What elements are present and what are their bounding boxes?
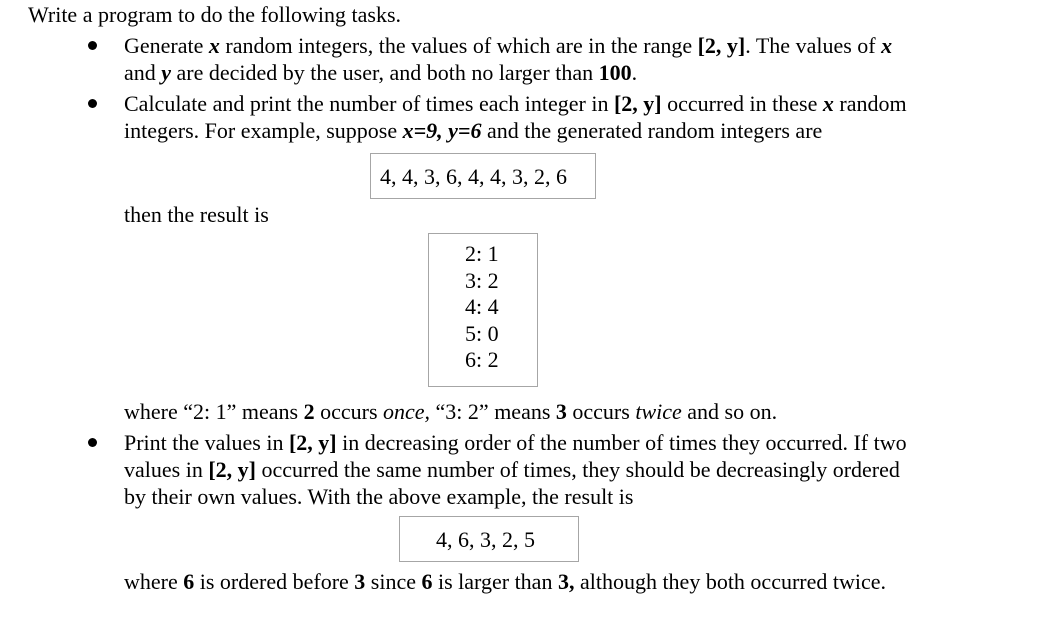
where-explanation-1: where “2: 1” means 2 occurs once, “3: 2” means 3 occurs twice and so on.	[124, 399, 778, 424]
count-row: 2: 1	[465, 241, 499, 266]
example-sequence-text: 4, 4, 3, 6, 4, 4, 3, 2, 6	[380, 164, 567, 189]
bullet-1	[88, 41, 97, 50]
bullet-3	[88, 438, 97, 447]
count-row: 4: 4	[465, 294, 499, 319]
bullet3-line1: Print the values in [2, y] in decreasing order of the number of times they occurred. If two	[124, 430, 907, 455]
bullet3-line3: by their own values. With the above example, the result is	[124, 484, 634, 509]
bullet2-line1: Calculate and print the number of times each integer in [2, y] occurred in these x random	[124, 91, 907, 116]
intro-text: Write a program to do the following tasks.	[28, 2, 402, 27]
bullet3-line2: values in [2, y] occurred the same number of times, they should be decreasingly ordered	[124, 457, 900, 482]
where-explanation-2: where 6 is ordered before 3 since 6 is larger than 3, although they both occurred twice.	[124, 569, 887, 594]
bullet1-line2: and y are decided by the user, and both no larger than 100.	[124, 60, 638, 85]
ordered-result-box	[399, 516, 579, 562]
count-row: 3: 2	[465, 267, 499, 293]
example-sequence-box	[370, 153, 596, 199]
count-row: 6: 2	[465, 347, 499, 372]
bullet2-line2: integers. For example, suppose x=9, y=6 and the generated random integers are	[124, 118, 823, 143]
count-row: 5: 0	[465, 320, 499, 346]
ordered-result-text: 4, 6, 3, 2, 5	[436, 527, 535, 552]
bullet1-line1: Generate x random integers, the values of which are in the range [2, y]. The values of x	[124, 33, 893, 58]
counts-box	[428, 233, 538, 387]
bullet-2	[88, 99, 97, 108]
then-result-text: then the result is	[124, 202, 269, 227]
